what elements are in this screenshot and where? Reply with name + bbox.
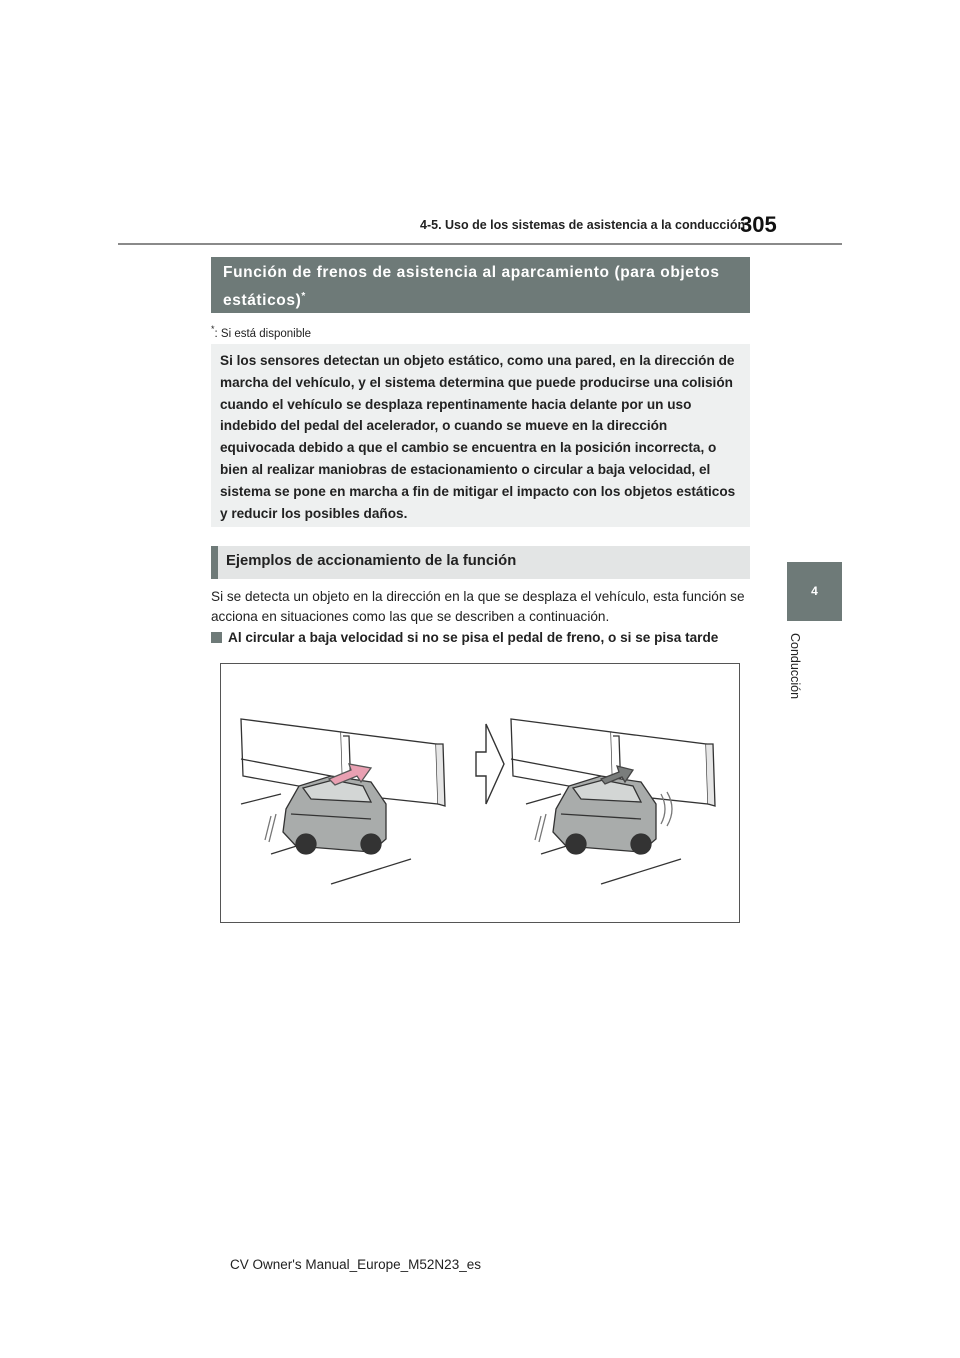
- parking-illustration: [221, 664, 739, 922]
- chapter-tab[interactable]: 4: [787, 562, 842, 621]
- footer-document-id: CV Owner's Manual_Europe_M52N23_es: [230, 1257, 481, 1272]
- subheading-box: [211, 546, 750, 579]
- body-paragraph: Si se detecta un objeto en la dirección en la que se desplaza el vehículo, esta función se acciona en situaciones como las que se describen a continuación.: [211, 589, 745, 624]
- footnote: [211, 324, 311, 340]
- illustration-frame: [220, 663, 740, 923]
- scene-after: [511, 719, 715, 884]
- transition-arrow-icon: [476, 724, 504, 804]
- section-title-box: [211, 257, 750, 313]
- subheading-text: Ejemplos de accionamiento de la función: [226, 553, 517, 569]
- bullet-item: [211, 630, 771, 645]
- header-divider: [118, 243, 842, 245]
- intro-box: [211, 344, 750, 527]
- chapter-label-text: Conducción: [788, 633, 802, 700]
- bullet-text: Al circular a baja velocidad si no se pisa el pedal de freno, o si se pisa tarde: [228, 630, 719, 645]
- section-title: [223, 261, 738, 313]
- header-section-title: 4-5. Uso de los sistemas de asistencia a la conducción: [420, 218, 746, 232]
- suv-before: [265, 776, 386, 854]
- section-title-marker: *: [301, 291, 306, 302]
- parking-line-1: [241, 794, 281, 804]
- page-number: 305: [740, 212, 777, 237]
- footnote-text: : Si está disponible: [214, 327, 312, 340]
- scene-before: [241, 719, 445, 884]
- intro-text: Si los sensores detectan un objeto estático, como una pared, en la dirección de marcha del vehículo, y el sistema determina que puede producirse una colisión cuando el vehículo se desplaza repentinamente hacia delante por un uso indebido del pedal del acelerador, o cuando se mueve en la dirección equivocada debido a que el cambio se encuentra en la posición incorrecta, o bien al realizar maniobras de estacionamiento o circular a baja velocidad, el sistema se pone en marcha a fin de mitigar el impacto con los objetos estáticos y reducir los posibles daños.: [220, 353, 736, 521]
- chapter-label: [784, 633, 806, 713]
- footnote-marker: *: [211, 324, 215, 334]
- section-title-text: Función de frenos de asistencia al aparcamiento (para objetos estáticos): [223, 264, 720, 310]
- subheading-bar: [211, 546, 218, 579]
- bullet-square-icon: [211, 632, 222, 643]
- parking-line-3: [331, 859, 411, 884]
